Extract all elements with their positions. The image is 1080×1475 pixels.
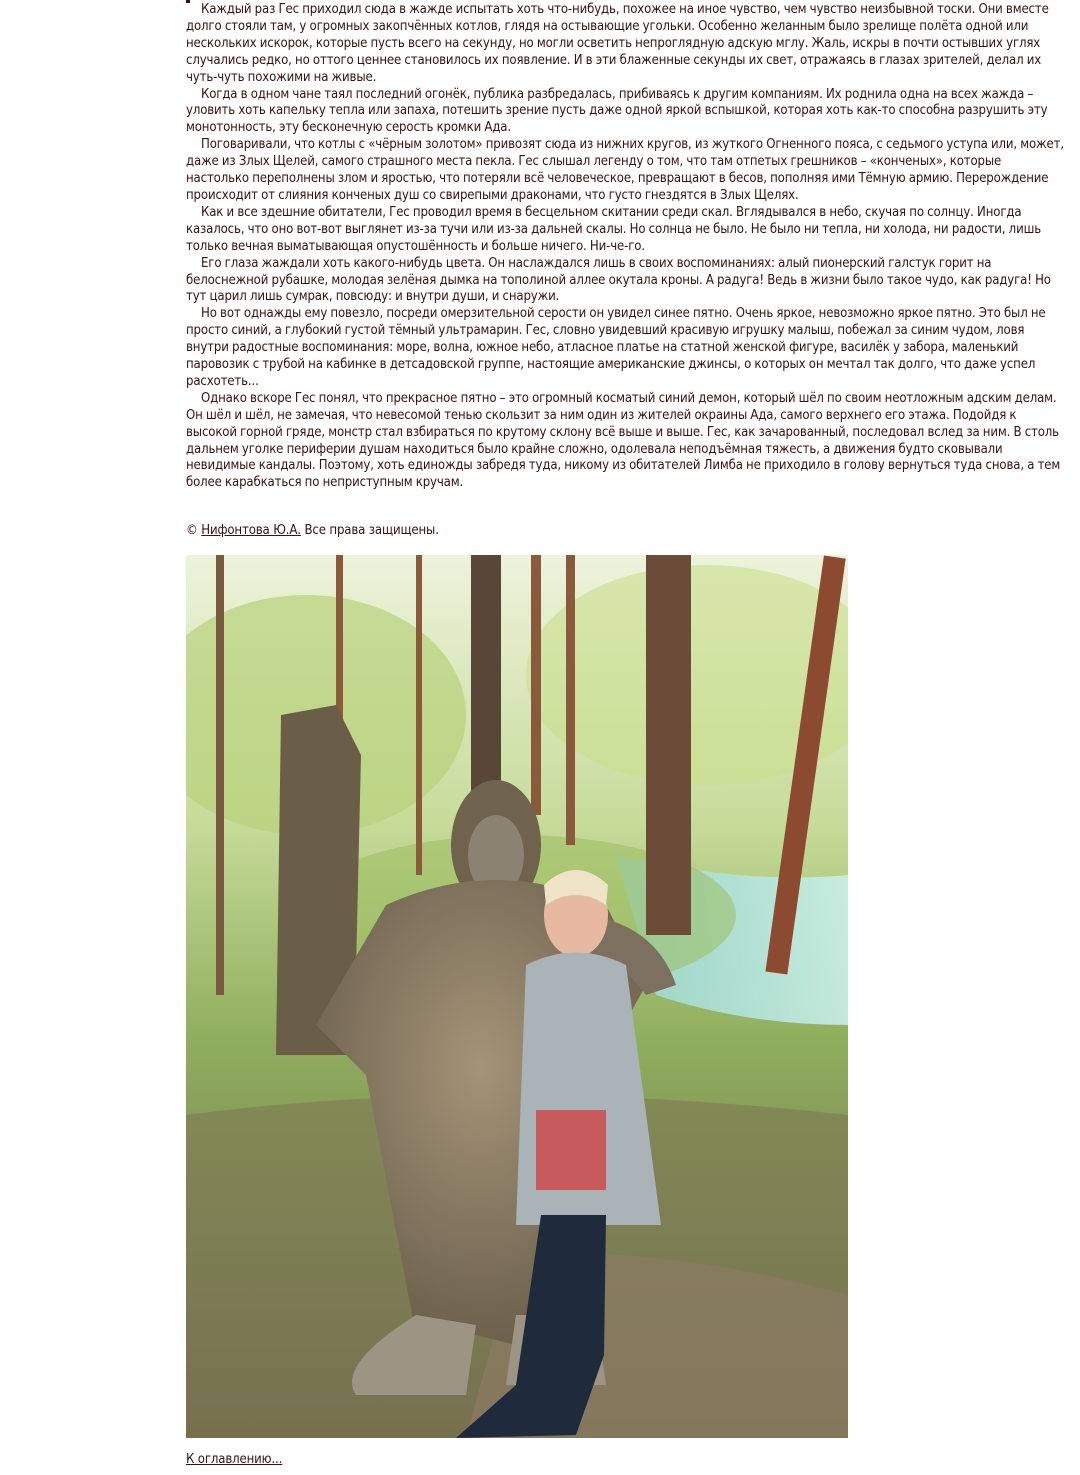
tree-trunk-4 <box>646 555 691 935</box>
striped-bag <box>536 1110 606 1190</box>
story-paragraph-5: Его глаза жаждали хоть какого-нибудь цвета. Он наслаждался лишь в своих воспоминаниях: алый пионерский галстук горит на белоснежной рубашке, молодая зелёная дымка на тополиной аллее окутала кроны. А радуга! Ведь в жизни было такое чудо, как радуга! Но тут царил лишь сумрак, повсюду: и внутри души, и снаружи. <box>186 255 1051 305</box>
copyright-line <box>186 522 439 539</box>
tree-trunk-2 <box>531 555 541 815</box>
copyright-symbol: © <box>186 523 198 538</box>
story-paragraph-2: Когда в одном чане таял последний огонёк, публика разбредалась, прибиваясь к другим компаниям. Их роднила одна на всех жажда – уловить хоть капельку тепла или запаха, потешить зрение пусть даже одной яркой вспышкой, которая хоть как-то способна разрушить эту монотонность, эту бесконечную серость кромки Ада. <box>186 86 1048 136</box>
toc-link[interactable]: К оглавлению... <box>186 1452 283 1467</box>
tree-trunk-1 <box>471 555 501 795</box>
tree-trunk-7 <box>416 555 422 875</box>
tree-trunk-3 <box>566 555 575 845</box>
rights-text: Все права защищены. <box>304 523 439 538</box>
article-content <box>186 0 1064 492</box>
story-paragraph-6: Но вот однажды ему повезло, посреди омерзительной серости он увидел синее пятно. Очень яркое, невозможно яркое пятно. Это был не просто синий, а глубокий густой тёмный ультрамарин. Гес, словно увидевший красивую игрушку малыш, побежал за синим чудом, ловя внутри радостные воспоминания: море, волна, южное небо, атласное платье на статной женской фигуре, василёк у забора, маленький паровозик с трубой на кабинке в детсадовской группе, настоящие американские джинсы, о которых он мечтал так долго, что даже успел расхотеть... <box>186 306 1046 389</box>
story-paragraph-7: Однако вскоре Гес понял, что прекрасное пятно – это огромный косматый синий демон, который шёл по своим неотложным адским делам. Он шёл и шёл, не замечая, что невесомой тенью скользит за ним один из жителей окраины Ада, самого верхнего его этажа. Подойдя к высокой горной гряде, монстр стал взбираться по крутому склону всё выше и выше. Гес, как зачарованный, последовал вслед за ним. В столь дальнем уголке периферии душам находиться было крайне сложно, одолевала неподъёмная тяжесть, а движения будто сковывали невидимые кандалы. Поэтому, хоть единожды забредя туда, никому из обитателей Лимба не приходило в голову вернуться туда снова, а тем более карабкаться по неприступным кручам. <box>186 390 1061 491</box>
story-paragraph-3: Поговаривали, что котлы с «чёрным золотом» привозят сюда из нижних кругов, из жуткого Огненного пояса, с седьмого уступа или, может, даже из Злых Щелей, самого страшного места пекла. Гес слышал легенду о том, что там отпетых грешников – «конченых», которые настолько переполнены злом и яростью, что потеряли всё человеческое, превращают в бесов, пополняя ими Тёмную армию. Перерождение происходит от слияния конченых душ со свирепыми драконами, что густо гнездятся в Злых Щелях. <box>186 137 1064 203</box>
forest-photo <box>186 555 848 1438</box>
tree-trunk-8 <box>216 555 224 995</box>
story-paragraph-1: Каждый раз Гес приходил сюда в жажде испытать хоть что-нибудь, похожее на иное чувство, чем чувство неизбывной тоски. Они вместе долго стояли там, у огромных закопчённых котлов, глядя на остывающие угольки. Особенно желанным было зрелище полёта одной или нескольких искорок, которые пусть всего на секунду, но могли осветить непроглядную адскую мглу. Жаль, искры в почти остывших углях случались редко, но оттого ценнее становилось их появление. И в эти блаженные секунды их свет, отражаясь в глазах зрителей, делал их чуть-чуть похожими на живые. <box>186 2 1049 85</box>
story-text <box>186 2 1064 492</box>
story-paragraph-4: Как и все здешние обитатели, Гес проводил время в бесцельном скитании среди скал. Вглядывался в небо, скучая по солнцу. Иногда казалось, что оно вот-вот выглянет из-за тучи или из-за дальней скалы. Но солнца не было. Не было ни тепла, ни холода, ни радости, лишь только вечная выматывающая опустошённость и больше ничего. Ни-че-го. <box>186 204 1041 254</box>
photo-illustration <box>186 555 848 1438</box>
author-link[interactable]: Нифонтова Ю.А. <box>201 523 301 538</box>
